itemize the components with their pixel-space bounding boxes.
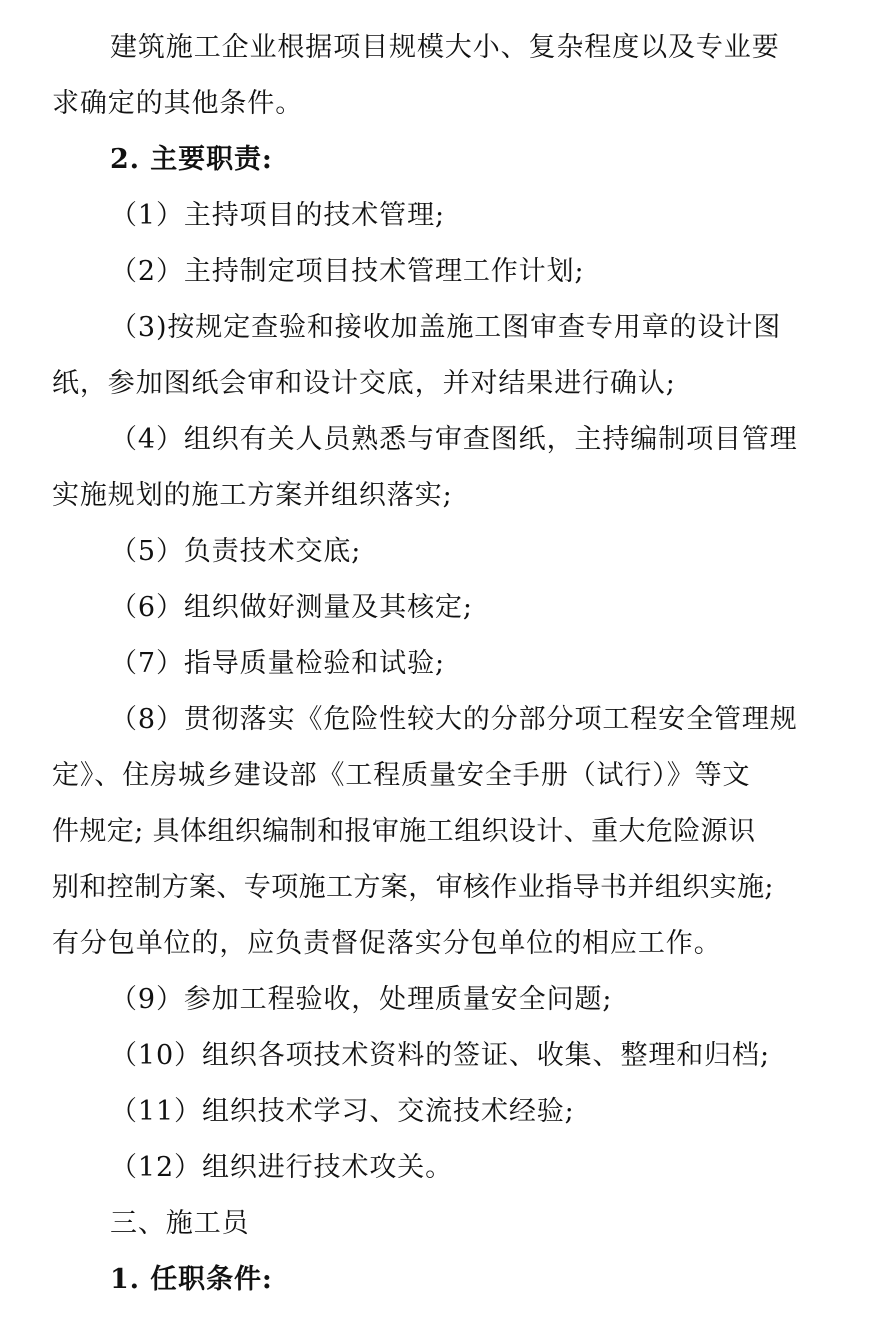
list-item-continuation: 别和控制方案、专项施工方案，审核作业指导书并组织实施; xyxy=(52,872,774,903)
list-item: （3)按规定查验和接收加盖施工图审查专用章的设计图 xyxy=(110,312,782,343)
list-item: （12）组织进行技术攻关。 xyxy=(110,1152,454,1183)
list-item: （1）主持项目的技术管理; xyxy=(110,200,445,231)
list-item: （7）指导质量检验和试验; xyxy=(110,648,445,679)
chapter-heading: 三、施工员 xyxy=(110,1208,250,1239)
list-item: （5）负责技术交底; xyxy=(110,536,362,567)
list-item: （9）参加工程验收，处理质量安全问题; xyxy=(110,984,613,1015)
list-item-continuation: 纸，参加图纸会审和设计交底，并对结果进行确认; xyxy=(52,368,676,399)
list-item-continuation: 实施规划的施工方案并组织落实; xyxy=(52,480,453,511)
list-item: （8）贯彻落实《危险性较大的分部分项工程安全管理规 xyxy=(110,704,798,735)
section-heading: 2. 主要职责: xyxy=(110,144,273,175)
list-item-continuation: 定》、住房城乡建设部《工程质量安全手册（试行）》等文 xyxy=(52,760,751,791)
list-item-continuation: 件规定; 具体组织编制和报审施工组织设计、重大危险源识 xyxy=(52,816,756,847)
section-heading: 1. 任职条件: xyxy=(110,1264,273,1295)
list-item: （10）组织各项技术资料的签证、收集、整理和归档; xyxy=(110,1040,770,1071)
list-item: （6）组织做好测量及其核定; xyxy=(110,592,473,623)
list-item: （11）组织技术学习、交流技术经验; xyxy=(110,1096,575,1127)
paragraph-line: 建筑施工企业根据项目规模大小、复杂程度以及专业要 xyxy=(110,32,780,63)
list-item: （2）主持制定项目技术管理工作计划; xyxy=(110,256,585,287)
list-item: （4）组织有关人员熟悉与审查图纸，主持编制项目管理 xyxy=(110,424,798,455)
list-item-continuation: 有分包单位的，应负责督促落实分包单位的相应工作。 xyxy=(52,928,722,959)
paragraph-line: 求确定的其他条件。 xyxy=(52,88,304,119)
